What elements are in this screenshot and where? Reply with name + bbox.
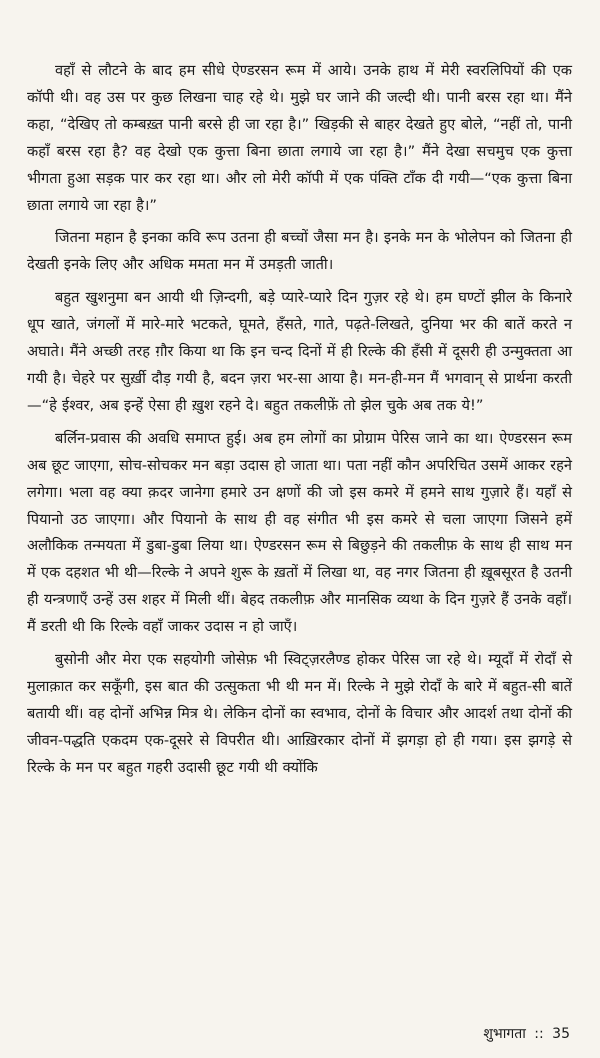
running-title: शुभागता xyxy=(483,1026,526,1042)
paragraph-5: बुसोनी और मेरा एक सहयोगी जोसेफ़ भी स्विट्ज़रलैण्ड होकर पेरिस जा रहे थे। म्यूदाँ में रोदाँ से मुलाक़ात कर सकूँगी, इस बात की उत्सुकता भी थी मन में। रिल्के ने मुझे रोदाँ के बारे में बहुत-सी बातें बतायी थीं। वह दोनों अभिन्न मित्र थे। लेकिन दोनों का स्वभाव, दोनों के विचार और आदर्श तथा दोनों की जीवन-पद्धति एकदम एक-दूसरे से विपरीत थी। आख़िरकार दोनों में झगड़ा हो ही गया। इस झगड़े से रिल्के के मन पर बहुत गहरी उदासी छूट गयी थी क्योंकि xyxy=(27,651,572,776)
page-number: 35 xyxy=(552,1026,570,1042)
body-text xyxy=(27,58,572,782)
paragraph-4: बर्लिन-प्रवास की अवधि समाप्त हुई। अब हम लोगों का प्रोग्राम पेरिस जाने का था। ऐण्डरसन रूम अब छूट जाएगा, सोच-सोचकर मन बड़ा उदास हो जाता था। पता नहीं कौन अपरिचित उसमें आकर रहने लगेगा। भला वह क्या क़दर जानेगा हमारे उन क्षणों की जो इस कमरे में हमने साथ गुज़ारे हैं। यहाँ से पियानो उठ जाएगा। और पियानो के साथ ही वह संगीत भी इस कमरे से चला जाएगा जिसने हमें अलौकिक तन्मयता में डुबा-डुबा लिया था। ऐण्डरसन रूम से बिछुड़ने की तकलीफ़ के साथ ही साथ मन में एक दहशत भी थी—रिल्के ने अपने शुरू के ख़तों में लिखा था, वह नगर जितना ही ख़ूबसूरत है उतनी ही यन्त्रणाएँ उन्हें उस शहर में मिली थीं। बेहद तकलीफ़ और मानसिक व्यथा के दिन गुज़रे हैं उनके वहाँ। मैं डरती थी कि रिल्के वहाँ जाकर उदास न हो जाएँ। xyxy=(27,429,572,636)
footer-separator: :: xyxy=(534,1026,544,1042)
page-footer xyxy=(483,1024,570,1044)
paragraph-3: बहुत खुशनुमा बन आयी थी ज़िन्दगी, बड़े प्यारे-प्यारे दिन गुज़र रहे थे। हम घण्टों झील के किनारे धूप खाते, जंगलों में मारे-मारे भटकते, घूमते, हँसते, गाते, पढ़ते-लिखते, दुनिया भर की बातें करते न अघाते। मैंने अच्छी तरह ग़ौर किया था कि इन चन्द दिनों में ही रिल्के की हँसी में दूसरी ही उन्मुक्तता आ गयी है। चेहरे पर सुर्ख़ी दौड़ गयी है, बदन ज़रा भर-सा आया है। मन-ही-मन मैं भगवान् से प्रार्थना करती—“हे ईश्वर, अब इन्हें ऐसा ही ख़ुश रहने दे। बहुत तकलीफ़ें तो झेल चुके अब तक ये!” xyxy=(27,289,572,414)
paragraph-2: जितना महान है इनका कवि रूप उतना ही बच्चों जैसा मन है। इनके मन के भोलेपन को जितना ही देखती इनके लिए और अधिक ममता मन में उमड़ती जाती। xyxy=(27,229,572,274)
paragraph-1: वहाँ से लौटने के बाद हम सीधे ऐण्डरसन रूम में आये। उनके हाथ में मेरी स्वरलिपियों की एक कॉपी थी। वह उस पर कुछ लिखना चाह रहे थे। मुझे घर जाने की जल्दी थी। पानी बरस रहा था। मैंने कहा, “देखिए तो कम्बख़्त पानी बरसे ही जा रहा है।” खिड़की से बाहर देखते हुए बोले, “नहीं तो, पानी कहाँ बरस रहा है? वह देखो एक कुत्ता बिना छाता लगाये जा रहा है।” मैंने देखा सचमुच एक कुत्ता भीगता हुआ सड़क पार कर रहा था। और लो मेरी कॉपी में एक पंक्ति टाँक दी गयी—“एक कुत्ता बिना छाता लगाये जा रहा है।” xyxy=(27,62,572,214)
